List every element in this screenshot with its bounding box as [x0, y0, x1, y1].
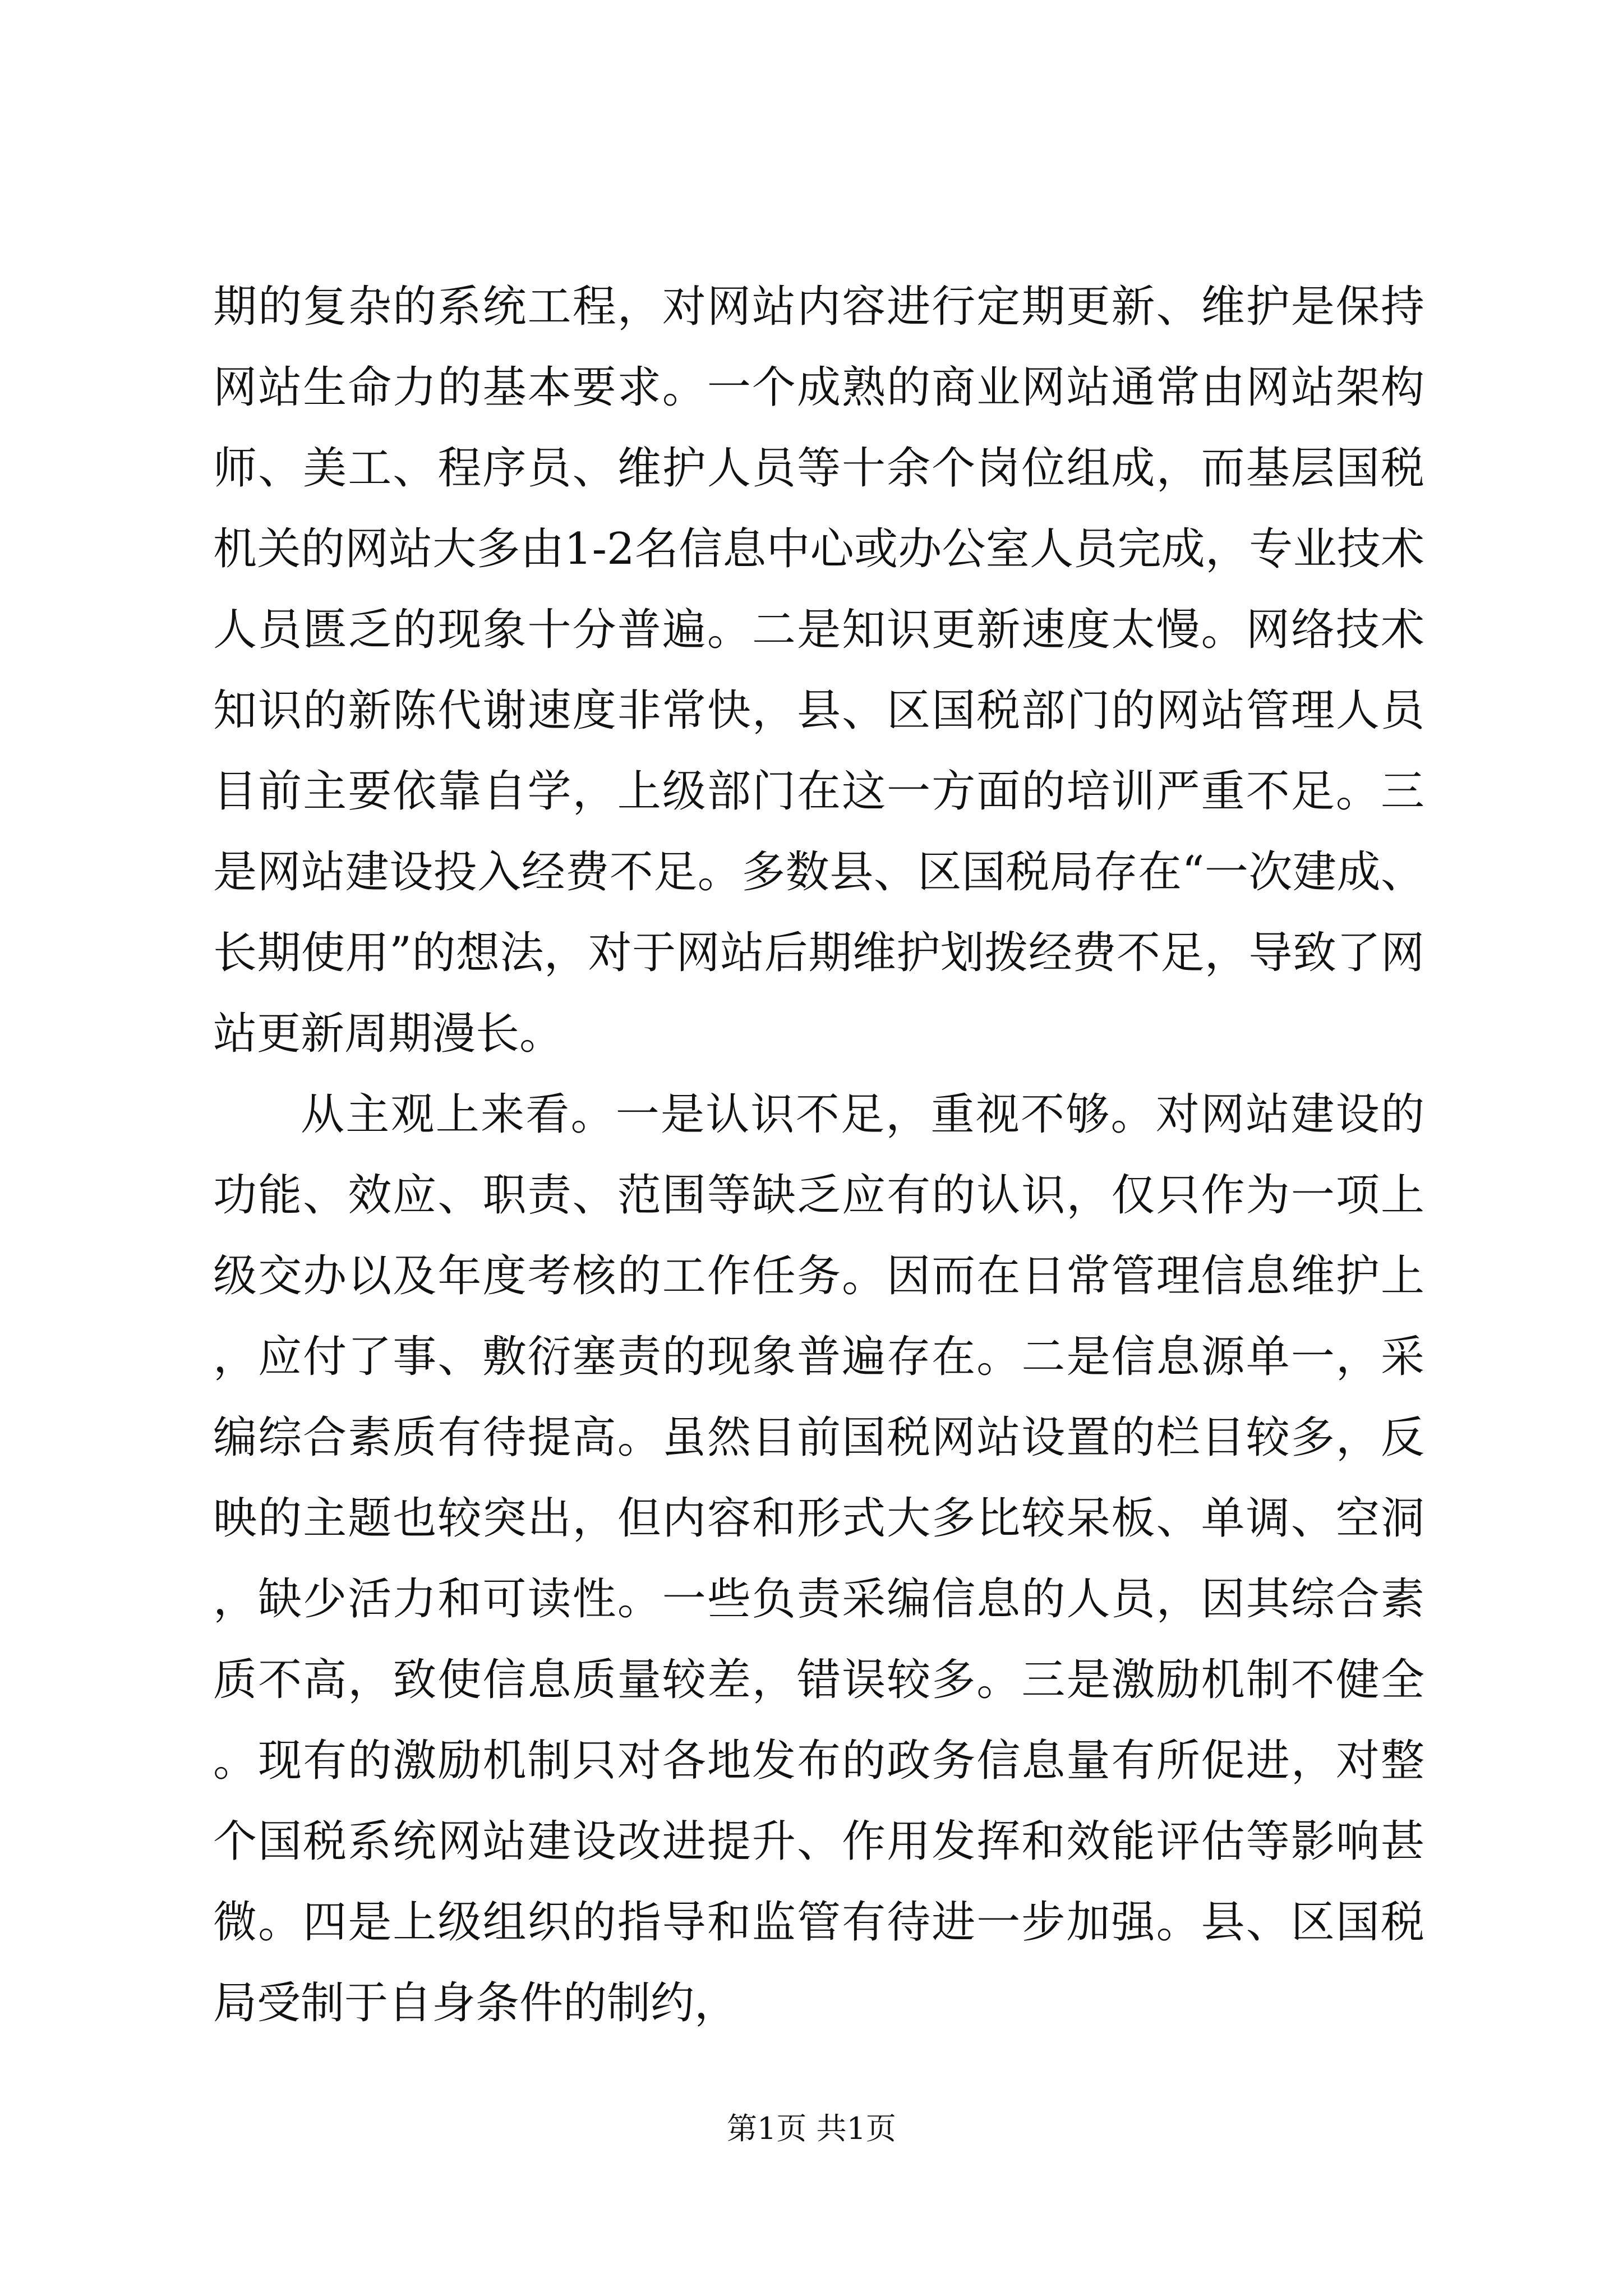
page-footer: 第1页 共1页 [727, 2111, 896, 2146]
paragraph-subjective-analysis: 从主观上来看。一是认识不足，重视不够。对网站建设的功能、效应、职责、范围等缺乏应有的认识，仅只作为一项上级交办以及年度考核的工作任务。因而在日常管理信息维护上，应付了事、敷衍塞责的现象普遍存在。二是信息源单一，采编综合素质有待提高。虽然目前国税网站设置的栏目较多，反映的主题也较突出，但内容和形式大多比较呆板、单调、空洞，缺少活力和可读性。一些负责采编信息的人员，因其综合素质不高，致使信息质量较差，错误较多。三是激励机制不健全。现有的激励机制只对各地发布的政务信息量有所促进，对整个国税系统网站建设改进提升、作用发挥和效能评估等影响甚微。四是上级组织的指导和监管有待进一步加强。县、区国税局受制于自身条件的制约， [213, 1089, 1424, 2028]
paragraph-continuation: 期的复杂的系统工程，对网站内容进行定期更新、维护是保持网站生命力的基本要求。一个成熟的商业网站通常由网站架构师、美工、程序员、维护人员等十余个岗位组成，而基层国税机关的网站大多由1-2名信息中心或办公室人员完成，专业技术人员匮乏的现象十分普遍。二是知识更新速度太慢。网络技术知识的新陈代谢速度非常快，县、区国税部门的网站管理人员目前主要依靠自学，上级部门在这一方面的培训严重不足。三是网站建设投入经费不足。多数县、区国税局存在“一次建成、长期使用”的想法，对于网站后期维护划拨经费不足，导致了网站更新周期漫长。 [213, 282, 1424, 1059]
document-body [213, 266, 1424, 2044]
